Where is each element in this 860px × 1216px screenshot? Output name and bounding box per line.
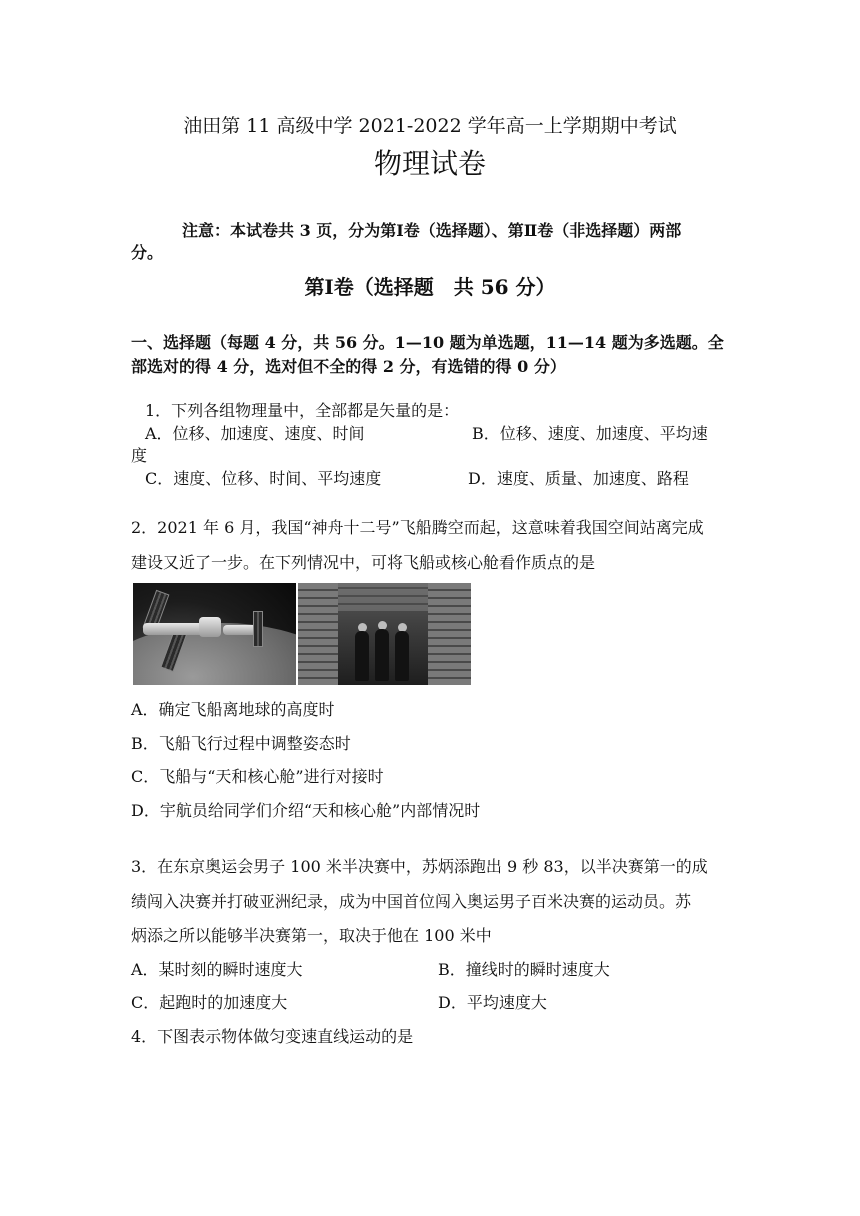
q3-option-a: A．某时刻的瞬时速度大 bbox=[131, 960, 303, 979]
q3-option-b: B．撞线时的瞬时速度大 bbox=[438, 960, 610, 979]
q4-stem: 4．下图表示物体做匀变速直线运动的是 bbox=[131, 1027, 414, 1046]
astronauts-photo bbox=[298, 583, 471, 685]
instructions-line-1: 一、选择题（每题 4 分，共 56 分。1—10 题为单选题，11—14 题为多选题。全 bbox=[131, 333, 724, 352]
q2-stem-line-2: 建设又近了一步。在下列情况中，可将飞船或核心舱看作质点的是 bbox=[131, 553, 596, 572]
q3-stem-line-1: 3．在东京奥运会男子 100 米半决赛中，苏炳添跑出 9 秒 83，以半决赛第一的成 bbox=[131, 857, 708, 876]
space-station-photo bbox=[133, 583, 296, 685]
q1-option-b-wrap: 度 bbox=[131, 446, 148, 465]
q3-option-c: C．起跑时的加速度大 bbox=[131, 993, 288, 1012]
q1-option-c: C．速度、位移、时间、平均速度 bbox=[145, 469, 382, 488]
q1-option-a: A．位移、加速度、速度、时间 bbox=[145, 424, 365, 443]
q2-option-c: C．飞船与“天和核心舱”进行对接时 bbox=[131, 767, 384, 786]
q2-option-b: B．飞船飞行过程中调整姿态时 bbox=[131, 734, 351, 753]
q2-option-a: A．确定飞船离地球的高度时 bbox=[131, 700, 335, 719]
q2-option-d: D．宇航员给同学们介绍“天和核心舱”内部情况时 bbox=[131, 801, 481, 820]
q3-stem-line-2: 绩闯入决赛并打破亚洲纪录，成为中国首位闯入奥运男子百米决赛的运动员。苏 bbox=[131, 892, 692, 911]
spacecraft-photo bbox=[133, 583, 471, 685]
q3-option-d: D．平均速度大 bbox=[438, 993, 547, 1012]
exam-title: 油田第 11 高级中学 2021-2022 学年高一上学期期中考试 bbox=[183, 115, 677, 137]
instructions-line-2: 部选对的得 4 分，选对但不全的得 2 分，有选错的得 0 分） bbox=[131, 357, 566, 376]
notice-line-2: 分。 bbox=[131, 243, 164, 262]
section-heading: 第Ⅰ卷（选择题 共 56 分） bbox=[304, 275, 556, 299]
notice-line-1: 注意：本试卷共 3 页，分为第Ⅰ卷（选择题）、第Ⅱ卷（非选择题）两部 bbox=[182, 221, 682, 240]
q1-option-d: D．速度、质量、加速度、路程 bbox=[468, 469, 689, 488]
subject-title: 物理试卷 bbox=[373, 147, 486, 180]
q3-stem-line-3: 炳添之所以能够半决赛第一，取决于他在 100 米中 bbox=[131, 926, 492, 945]
q1-stem: 1．下列各组物理量中，全部都是矢量的是： bbox=[145, 401, 460, 420]
q1-option-b: B．位移、速度、加速度、平均速 bbox=[472, 424, 708, 443]
q2-stem-line-1: 2．2021 年 6 月，我国“神舟十二号”飞船腾空而起，这意味着我国空间站离完成 bbox=[131, 518, 704, 537]
